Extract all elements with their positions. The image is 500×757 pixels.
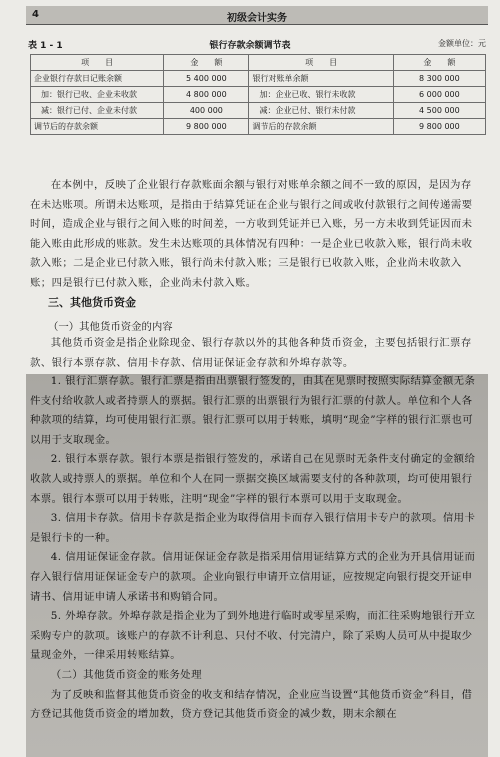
paragraph-text: 在本例中，反映了企业银行存款账面余额与银行对账单余额之间不一致的原因，是因为存在未达账项。所谓未达账项，是指由于结算凭证在企业与银行之间或收付款银行之间传递需要时间，造成企业与银行之间入账的时间差，一方收到凭证并已入账，另一方未收到凭证因而未能入账由此形成的账款。发生未达账项的具体情况有四种：一是企业已收款入账，银行尚未收款入账；二是企业已付款入账，银行尚未付款入账；三是银行已收款入账，企业尚未收款入账；四是银行已付款入账，企业尚未付款入账。 xyxy=(30,179,473,289)
subsection-heading: （二）其他货币资金的账务处理 xyxy=(50,668,202,681)
table-cell: 减：企业已付、银行未付款 xyxy=(249,103,393,119)
subsection-heading: （一）其他货币资金的内容 xyxy=(48,321,173,333)
table-cell: 企业银行存款日记账余额 xyxy=(31,71,164,87)
table-cell: 4 500 000 xyxy=(393,103,485,119)
section-heading: 三、其他货币资金 xyxy=(48,296,136,309)
table-number: 表 1 - 1 xyxy=(28,41,63,51)
table-header-row xyxy=(31,55,486,71)
reconciliation-table xyxy=(30,54,486,135)
table-cell: 加：企业已收、银行未收款 xyxy=(249,87,393,103)
deposit-types-list xyxy=(30,372,482,725)
table-cell: 6 000 000 xyxy=(393,87,485,103)
paragraph-text: 其他货币资金是指企业除现金、银行存款以外的其他各种货币资金，主要包括银行汇票存款、银行本票存款、信用卡存款、信用证保证金存款和外埠存款等。 xyxy=(30,337,472,369)
table-cell: 8 300 000 xyxy=(393,71,485,87)
list-item: 3. 信用卡存款。信用卡存款是指企业为取得信用卡而存入银行信用卡专户的款项。信用卡是银行卡的一种。 xyxy=(30,512,476,544)
paragraph xyxy=(30,176,482,294)
list-item: 4. 信用证保证金存款。信用证保证金存款是指采用信用证结算方式的企业为开具信用证而存入银行信用证保证金专户的款项。企业向银行申请开立信用证，应按规定向银行提交开证申请书、信用证申请人承诺书和购销合同。 xyxy=(30,551,476,603)
table-cell: 400 000 xyxy=(164,103,249,119)
column-header: 项 目 xyxy=(31,55,164,71)
column-header: 项 目 xyxy=(249,55,393,71)
table-row xyxy=(31,119,486,135)
table-cell: 5 400 000 xyxy=(164,71,249,87)
column-header: 金 额 xyxy=(164,55,249,71)
table-cell: 减：银行已付、企业未付款 xyxy=(31,103,164,119)
table-title: 银行存款余额调节表 xyxy=(209,41,291,51)
table-cell: 4 800 000 xyxy=(164,87,249,103)
list-item: 1. 银行汇票存款。银行汇票是指由出票银行签发的，由其在见票时按照实际结算金额无条件支付给收款人或者持票人的票据。银行汇票的出票银行为银行汇票的付款人。单位和个人各种款项的结算，均可使用银行汇票。银行汇票可以用于转账，填明“现金”字样的银行汇票也可以用于支取现金。 xyxy=(30,375,476,446)
table-cell: 调节后的存款余额 xyxy=(249,119,393,135)
book-title: 初级会计实务 xyxy=(227,13,287,24)
table-row xyxy=(31,103,486,119)
table-cell: 9 800 000 xyxy=(393,119,485,135)
table-row xyxy=(31,71,486,87)
table-cell: 加：银行已收、企业未收款 xyxy=(31,87,164,103)
table-unit: 金额单位：元 xyxy=(438,39,486,48)
paragraph-text: 为了反映和监督其他货币资金的收支和结存情况，企业应当设置“其他货币资金”科目，借方登记其他货币资金的增加数，贷方登记其他货币资金的减少数，期末余额在 xyxy=(30,688,473,721)
table-row xyxy=(31,87,486,103)
page-number: 4 xyxy=(32,9,39,20)
table-cell: 9 800 000 xyxy=(164,119,249,135)
list-item: 5. 外埠存款。外埠存款是指企业为了到外地进行临时或零星采购，而汇往采购地银行开立采购专户的款项。该账户的存款不计利息、只付不收、付完清户，除了采购人员可从中提取少量现金外，一律采用转账结算。 xyxy=(30,610,476,662)
column-header: 金 额 xyxy=(393,55,485,71)
running-header xyxy=(26,6,488,25)
paragraph xyxy=(30,334,482,373)
table-cell: 银行对账单余额 xyxy=(249,71,393,87)
list-item: 2. 银行本票存款。银行本票是指银行签发的，承诺自己在见票时无条件支付确定的金额给收款人或持票人的票据。单位和个人在同一票据交换区域需要支付的各种款项，均可使用银行本票。银行本票可以用于转账，注明“现金”字样的银行本票可以用于支取现金。 xyxy=(30,453,476,505)
table-cell: 调节后的存款余额 xyxy=(31,119,164,135)
